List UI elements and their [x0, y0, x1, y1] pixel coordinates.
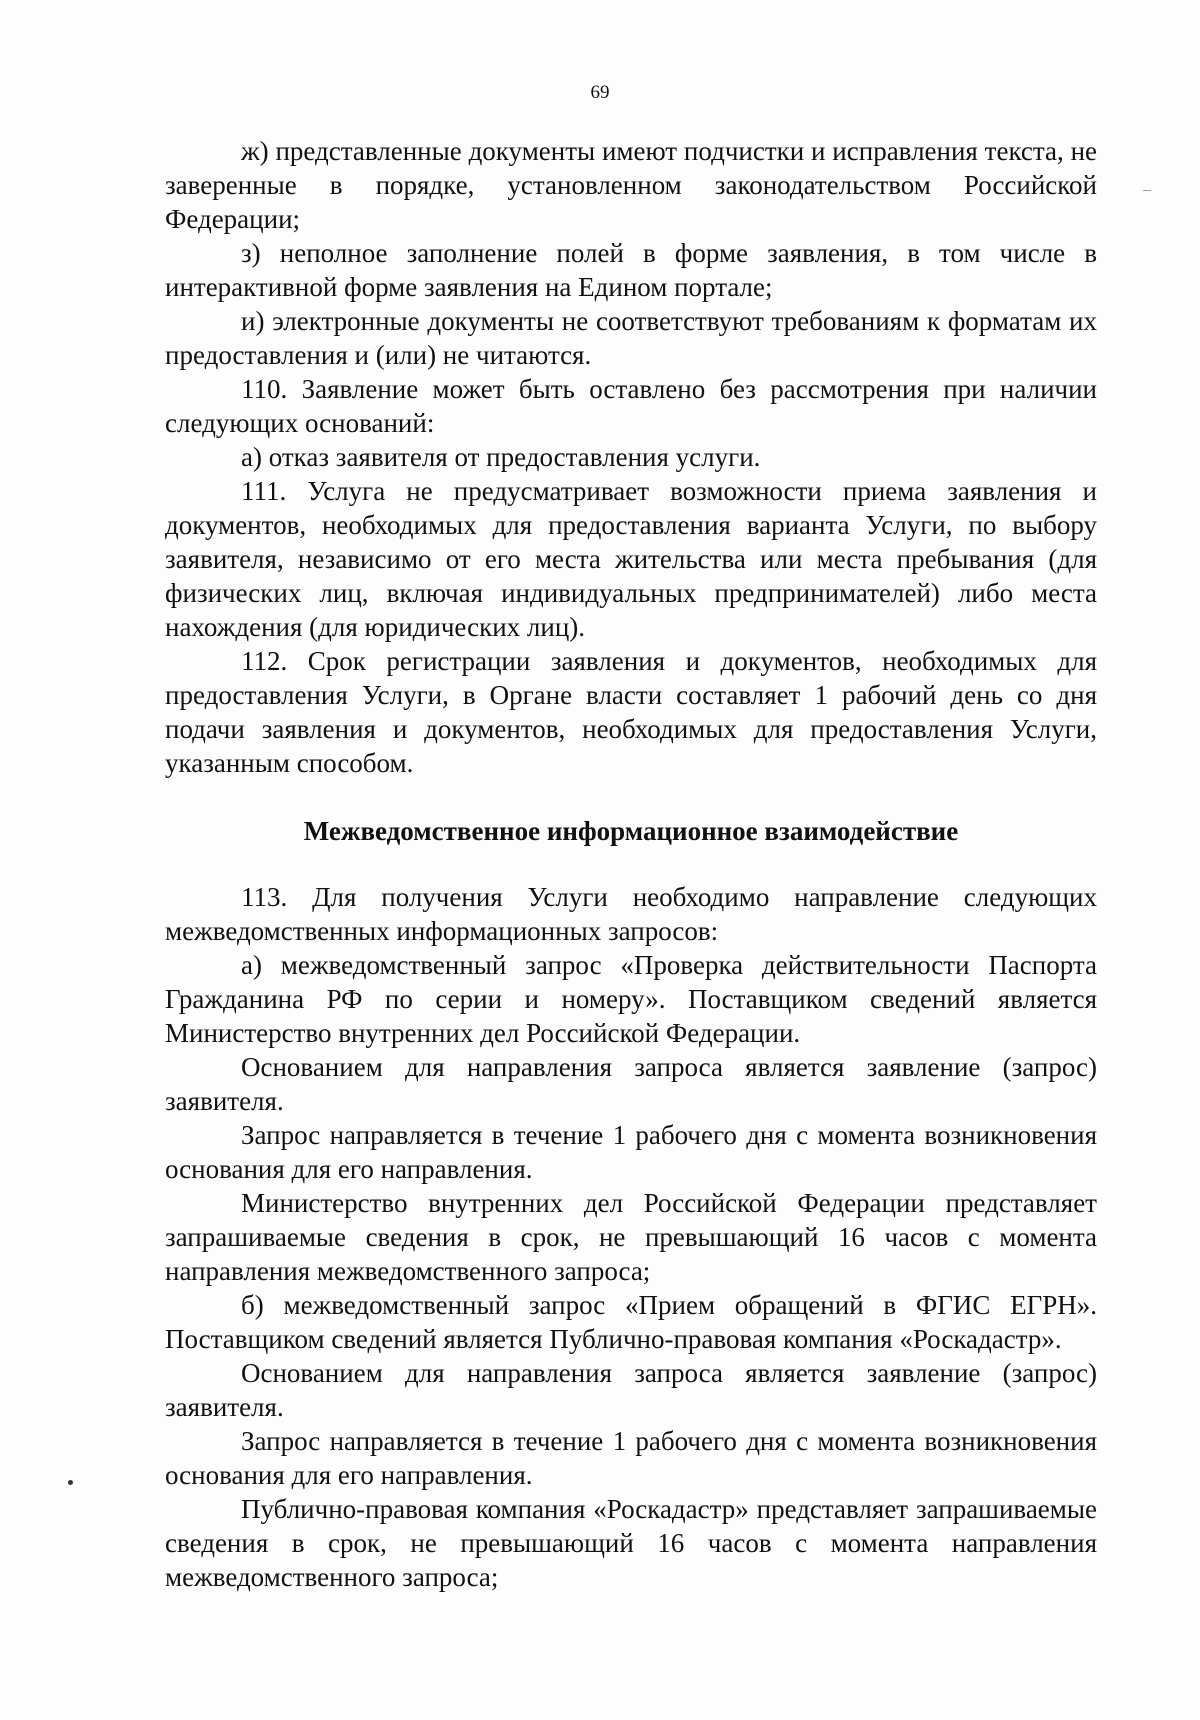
scan-speck — [68, 1480, 73, 1485]
spacer — [165, 780, 1097, 814]
paragraph-response-a: Министерство внутренних дел Российской Федерации представляет запрашиваемые сведения в срок, не превышающий 16 часов с момента направления межведомственного запроса; — [165, 1188, 1097, 1286]
paragraph-110-item-a: а) отказ заявителя от предоставления услуги. — [241, 442, 761, 472]
section-heading: Межведомственное информационное взаимодействие — [303, 816, 959, 846]
paragraph-item-i: и) электронные документы не соответствуют требованиям к форматам их предоставления и (или) не читаются. — [165, 306, 1097, 370]
paragraph-113-item-a: а) межведомственный запрос «Проверка действительности Паспорта Гражданина РФ по серии и номеру». Поставщиком сведений является Министерство внутренних дел Российской Федерации. — [165, 950, 1097, 1048]
paragraph-response-b: Публично-правовая компания «Роскадастр» представляет запрашиваемые сведения в срок, не превышающий 16 часов с момента направления межведомственного запроса; — [165, 1494, 1097, 1592]
paragraph-111: 111. Услуга не предусматривает возможности приема заявления и документов, необходимых для предоставления варианта Услуги, по выбору заявителя, независимо от его места жительства или места пребывания (для физических лиц, включая индивидуальных предпринимателей) либо места нахождения (для юридических лиц). — [165, 476, 1097, 642]
paragraph-timing-b: Запрос направляется в течение 1 рабочего дня с момента возникновения основания для его направления. — [165, 1426, 1097, 1490]
paragraph-timing-a: Запрос направляется в течение 1 рабочего дня с момента возникновения основания для его направления. — [165, 1120, 1097, 1184]
paragraph-item-z: з) неполное заполнение полей в форме заявления, в том числе в интерактивной форме заявления на Едином портале; — [165, 238, 1097, 302]
document-body — [165, 134, 1097, 1594]
paragraph-item-zh: ж) представленные документы имеют подчистки и исправления текста, не заверенные в порядке, установленном законодательством Российской Федерации; — [165, 136, 1097, 234]
spacer — [165, 848, 1097, 880]
paragraph-113: 113. Для получения Услуги необходимо направление следующих межведомственных информационных запросов: — [165, 882, 1097, 946]
paragraph-113-item-b: б) межведомственный запрос «Прием обращений в ФГИС ЕГРН». Поставщиком сведений является Публично-правовая компания «Роскадастр». — [165, 1290, 1097, 1354]
paragraph-112: 112. Срок регистрации заявления и документов, необходимых для предоставления Услуги, в Органе власти составляет 1 рабочий день со дня подачи заявления и документов, необходимых для предоставления Услуги, указанным способом. — [165, 646, 1097, 778]
page-number: 69 — [590, 82, 610, 103]
paragraph-basis-b: Основанием для направления запроса является заявление (запрос) заявителя. — [165, 1358, 1097, 1422]
scan-mark — [1143, 190, 1151, 191]
paragraph-110: 110. Заявление может быть оставлено без рассмотрения при наличии следующих оснований: — [165, 374, 1097, 438]
paragraph-basis-a: Основанием для направления запроса является заявление (запрос) заявителя. — [165, 1052, 1097, 1116]
